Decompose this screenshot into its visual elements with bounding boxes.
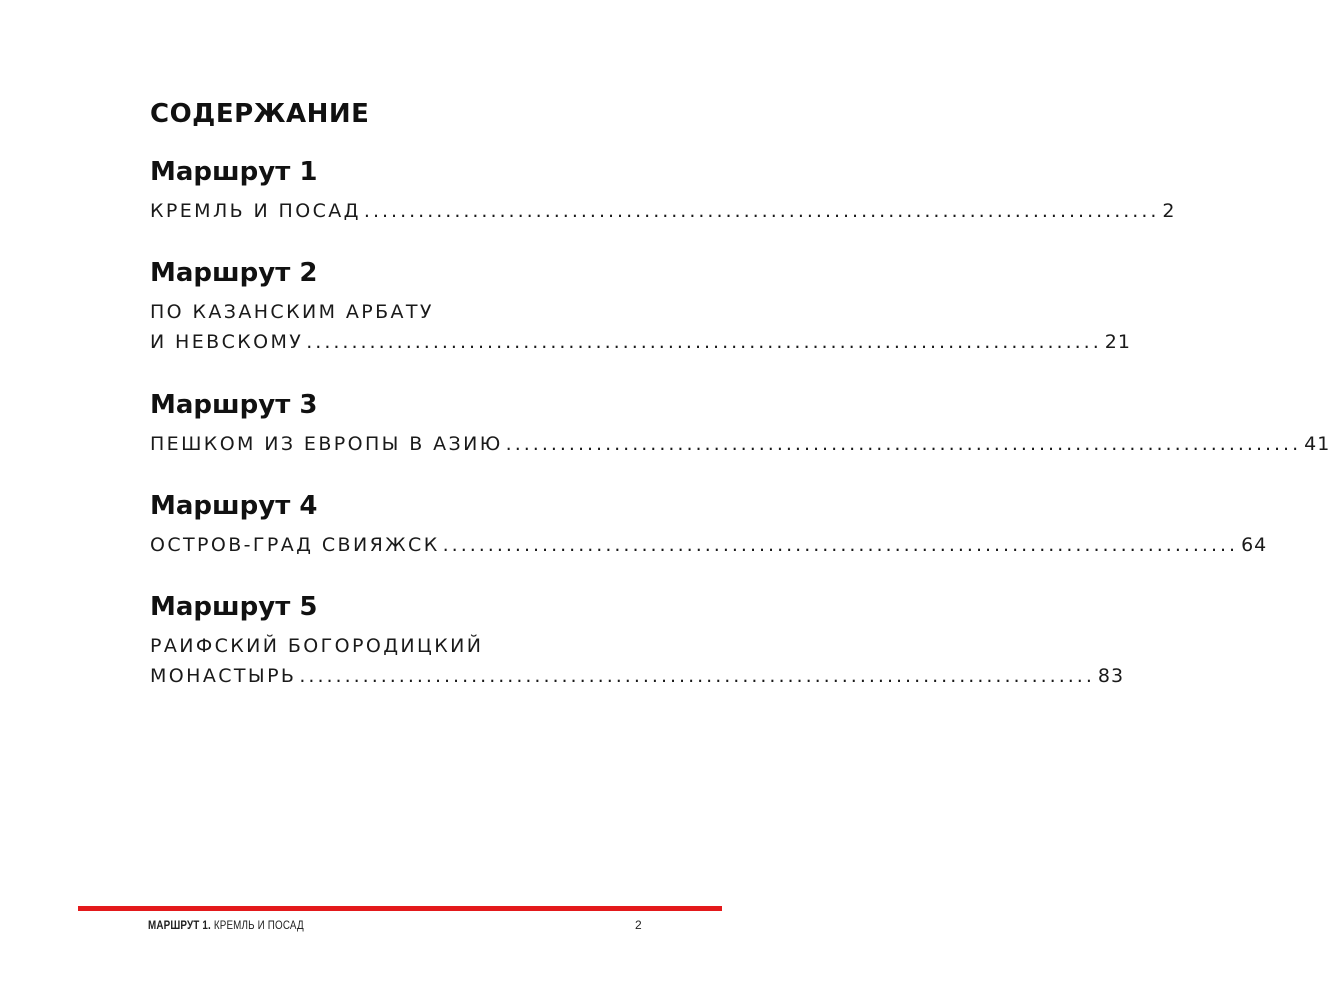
toc-page-number: 21 <box>1104 331 1131 353</box>
running-footer <box>148 918 558 932</box>
toc-page-number: 64 <box>1241 534 1268 556</box>
route-heading: Маршрут 4 <box>150 491 318 521</box>
toc-entry-title: КРЕМЛЬ И ПОСАД <box>150 200 361 222</box>
toc-route-1 <box>150 154 1176 226</box>
route-heading: Маршрут 1 <box>150 157 318 187</box>
dot-leader: ........................................................................................ <box>505 433 1302 455</box>
footer-page-number: 2 <box>635 918 642 932</box>
toc-entry[interactable] <box>150 661 1125 691</box>
toc-page-number: 41 <box>1304 433 1330 455</box>
toc-route-5 <box>150 589 1125 691</box>
toc-entry-title: ПЕШКОМ ИЗ ЕВРОПЫ В АЗИЮ <box>150 433 503 455</box>
toc-entry[interactable] <box>150 530 1268 560</box>
toc-route-3 <box>150 387 1330 459</box>
route-heading: Маршрут 3 <box>150 390 318 420</box>
toc-entry-title-line: РАИФСКИЙ БОГОРОДИЦКИЙ <box>150 635 484 657</box>
dot-leader: ........................................................................................ <box>306 331 1102 353</box>
toc-route-2 <box>150 255 1131 357</box>
toc-entry[interactable] <box>150 429 1330 459</box>
toc-entry[interactable] <box>150 327 1131 357</box>
toc-entry-title: ОСТРОВ-ГРАД СВИЯЖСК <box>150 534 440 556</box>
footer-route-label: МАРШРУТ 1. <box>148 918 211 932</box>
dot-leader: ........................................................................................ <box>299 665 1095 687</box>
route-heading: Маршрут 2 <box>150 258 318 288</box>
dot-leader: ........................................................................................ <box>363 200 1160 222</box>
footer-section-title: КРЕМЛЬ И ПОСАД <box>213 918 304 932</box>
toc-title: СОДЕРЖАНИЕ <box>150 99 370 129</box>
dot-leader: ........................................................................................ <box>442 534 1239 556</box>
route-heading: Маршрут 5 <box>150 592 318 622</box>
toc-page-number: 2 <box>1162 200 1176 222</box>
footer-red-rule <box>78 906 722 911</box>
toc-page-number: 83 <box>1097 665 1125 687</box>
toc-entry[interactable] <box>150 196 1176 226</box>
toc-entry-title: И НЕВСКОМУ <box>150 331 304 353</box>
toc-entry-title-line: ПО КАЗАНСКИМ АРБАТУ <box>150 301 434 323</box>
toc-route-4 <box>150 488 1268 560</box>
toc-entry-title: МОНАСТЫРЬ <box>150 665 297 687</box>
